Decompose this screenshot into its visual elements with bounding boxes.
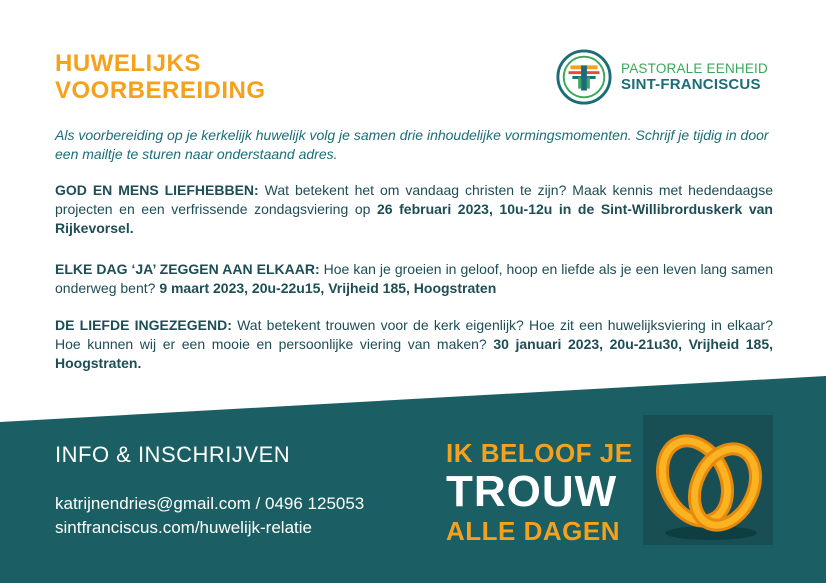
session-3-text: Wat betekent trouwen voor de kerk eigenlijk? Hoe zit een huwelijksviering in elkaar? Hoe kunnen wij er een mooie en persoonlijke viering van maken?	[55, 317, 773, 352]
website-line: sintfranciscus.com/huwelijk-relatie	[55, 518, 312, 537]
info-heading: INFO & INSCHRIJVEN	[55, 442, 291, 467]
contact-line: katrijnendries@gmail.com / 0496 125053	[55, 494, 365, 513]
wedding-rings-icon	[643, 415, 773, 545]
slogan-line-1: IK BELOOF JE	[446, 438, 633, 468]
session-3-heading: DE LIEFDE INGEZEGEND:	[55, 317, 232, 333]
session-1-heading: GOD EN MENS LIEFHEBBEN:	[55, 182, 259, 198]
session-2-text: Hoe kan je groeien in geloof, hoop en liefde als je een leven lang samen onderweg bent?	[55, 261, 773, 296]
session-1-when: 26 februari 2023, 10u-12u in de Sint-Willibrorduskerk van Rijkevorsel.	[55, 201, 773, 236]
intro-text: Als voorbereiding op je kerkelijk huwelijk volg je samen drie inhoudelijke vormingsmomenten. Schrijf je tijdig in door een mailtje te sturen naar onderstaand adres.	[55, 127, 769, 162]
session-3-when: 30 januari 2023, 20u-21u30, Vrijheid 185, Hoogstraten.	[55, 336, 773, 371]
title-line-2: VOORBEREIDING	[55, 77, 266, 104]
session-2-when: 9 maart 2023, 20u-22u15, Vrijheid 185, Hoogstraten	[159, 280, 497, 296]
slogan-line-3: ALLE DAGEN	[446, 516, 620, 546]
slogan-line-2: TROUW	[446, 467, 618, 516]
logo-line-2: SINT-FRANCISCUS	[621, 76, 761, 93]
session-1-text: Wat betekent het om vandaag christen te zijn? Maak kennis met hedendaagse projecten en een verfrissende zondagsviering op	[55, 182, 773, 217]
session-2-heading: ELKE DAG ‘JA’ ZEGGEN AAN ELKAAR:	[55, 261, 320, 277]
logo-line-1: PASTORALE EENHEID	[621, 61, 768, 76]
slogan	[446, 440, 633, 544]
title-line-1: HUWELIJKS	[55, 50, 201, 77]
